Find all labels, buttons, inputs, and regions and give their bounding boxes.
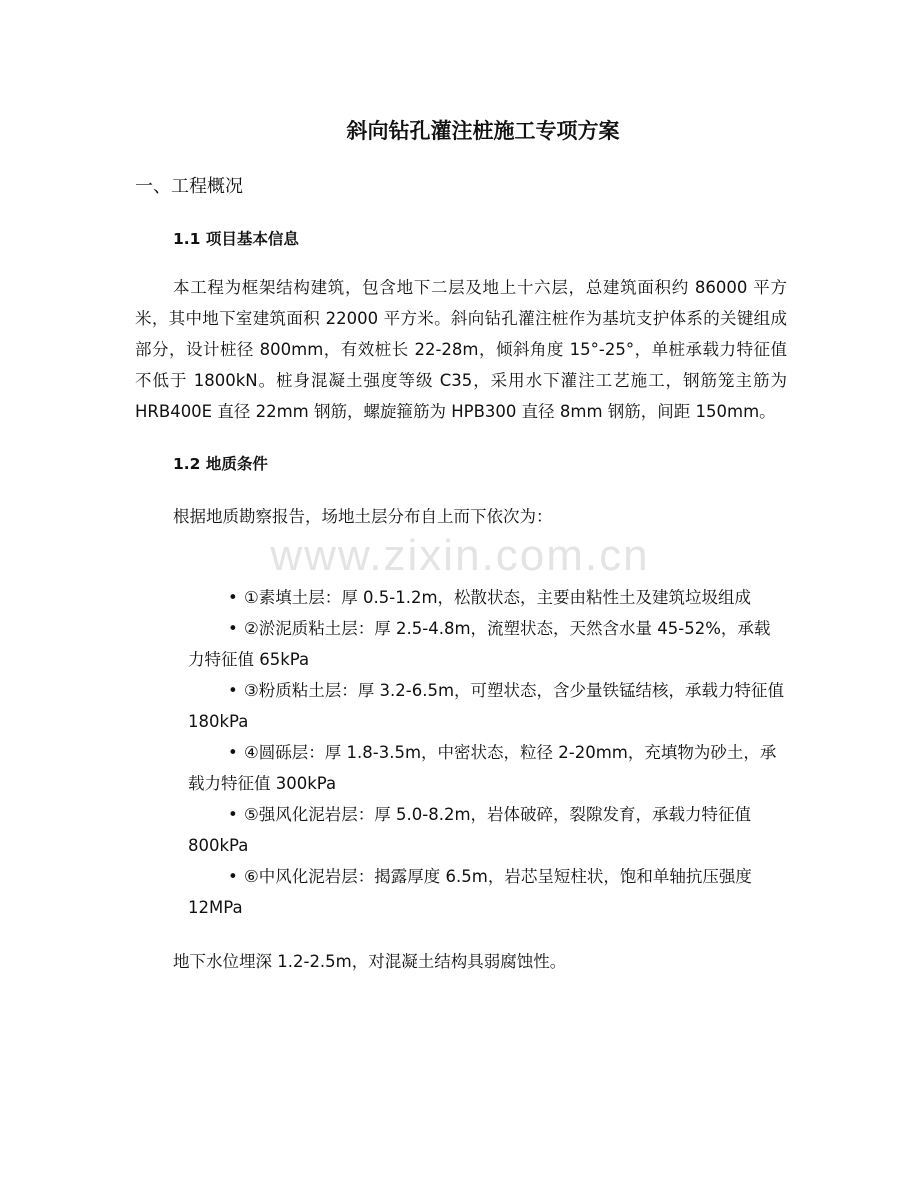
- bullet-icon: •: [228, 588, 238, 607]
- bullet-icon: •: [228, 681, 238, 700]
- section-heading: 一、工程概况: [135, 176, 243, 197]
- bullet-icon: •: [228, 619, 238, 638]
- project-info-paragraph: 本工程为框架结构建筑，包含地下二层及地上十六层，总建筑面积约 86000 平方米，其中地下室建筑面积 22000 平方米。斜向钻孔灌注桩作为基坑支护体系的关键组成部分，设计桩径 800mm，有效桩长 22-28m，倾斜角度 15°-25°，单桩承载力特征值不低于 1800kN。桩身混凝土强度等级 C35，采用水下灌注工艺施工，钢筋笼主筋为 HRB400E 直径 22mm 钢筋，螺旋箍筋为 HPB300 直径 8mm 钢筋，间距 150mm。: [135, 278, 787, 421]
- bullet-icon: •: [228, 805, 238, 824]
- list-item: • ⑤强风化泥岩层：厚 5.0-8.2m，岩体破碎，裂隙发育，承载力特征值 800kPa: [188, 799, 786, 861]
- document-title: 斜向钻孔灌注桩施工专项方案: [346, 119, 620, 143]
- list-item: • ①素填土层：厚 0.5-1.2m，松散状态，主要由粘性土及建筑垃圾组成: [188, 582, 786, 613]
- bullet-icon: •: [228, 743, 238, 762]
- list-item: • ④圆砾层：厚 1.8-3.5m，中密状态，粒径 2-20mm，充填物为砂土，承载力特征值 300kPa: [188, 737, 786, 799]
- geology-intro: 根据地质勘察报告，场地土层分布自上而下依次为：: [173, 507, 553, 526]
- groundwater-note: 地下水位埋深 1.2-2.5m，对混凝土结构具弱腐蚀性。: [173, 952, 567, 971]
- document-body: [135, 0, 787, 977]
- subsection-heading-1-1: 1.1 项目基本信息: [173, 230, 299, 248]
- soil-layer-list: [188, 582, 786, 923]
- list-item: • ③粉质粘土层：厚 3.2-6.5m，可塑状态，含少量铁锰结核，承载力特征值 180kPa: [188, 675, 786, 737]
- bullet-icon: •: [228, 867, 238, 886]
- watermark: www.zixin.com.cn: [270, 531, 650, 580]
- list-item: • ⑥中风化泥岩层：揭露厚度 6.5m，岩芯呈短柱状，饱和单轴抗压强度 12MPa: [188, 861, 786, 923]
- subsection-heading-1-2: 1.2 地质条件: [173, 455, 268, 473]
- list-item: • ②淤泥质粘土层：厚 2.5-4.8m，流塑状态，天然含水量 45-52%，承载力特征值 65kPa: [188, 613, 786, 675]
